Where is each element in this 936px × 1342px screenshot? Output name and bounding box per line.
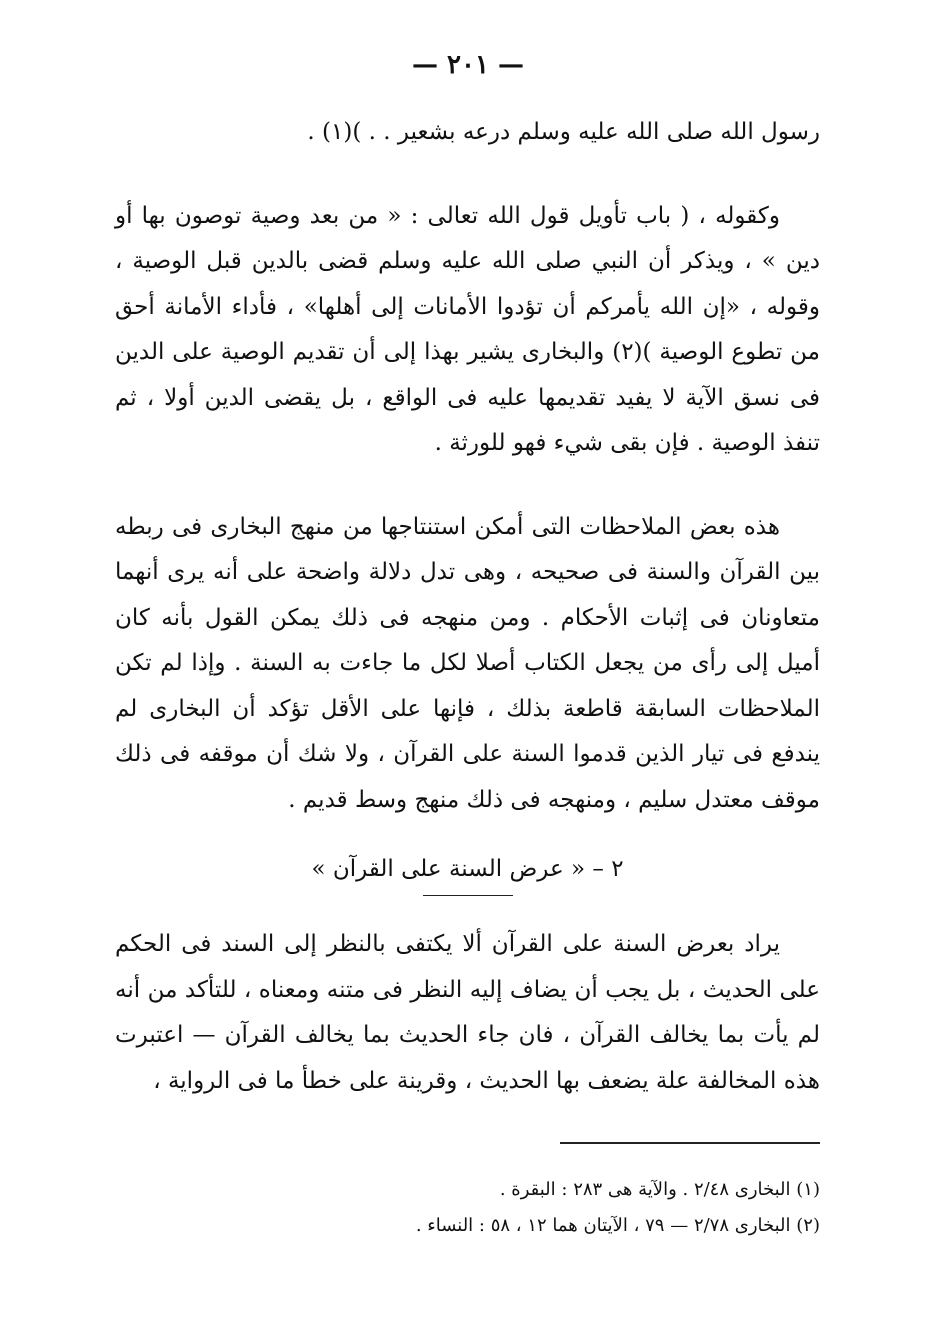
paragraph-bequest: وكقوله ، ( باب تأويل قول الله تعالى : « من بعد وصية توصون بها أو دين » ، ويذكر أن النبي صلى الله عليه وسلم قضى بالدين قبل الوصية ، وقوله ، «إن الله يأمركم أن تؤدوا الأمانات إلى أهلها» ، فأداء الأمانة أحق من تطوع الوصية )(٢) والبخارى يشير بهذا إلى أن تقديم الوصية على الدين فى نسق الآية لا يفيد تقديمها عليه فى الواقع ، بل يقضى الدين أولا ، ثم تنفذ الوصية . فإن بقى شيء فهو للورثة . [115, 202, 820, 456]
footnote-1: (١) البخارى ٢/٤٨ . والآية هى ٢٨٣ : البقرة . [499, 1179, 820, 1200]
page-number: — ٢٠١ — [411, 50, 525, 80]
footnote-2: (٢) البخارى ٢/٧٨ — ٧٩ ، الآيتان هما ١٢ ، ٥٨ : النساء . [415, 1215, 820, 1236]
footnotes [115, 1172, 820, 1244]
footnote-divider [560, 1142, 820, 1144]
section-heading: ٢ – « عرض السنة على القرآن » [311, 856, 624, 882]
paragraph-continuation: رسول الله صلى الله عليه وسلم درعه بشعير . . )(١) . [307, 119, 820, 145]
paragraph-observations: هذه بعض الملاحظات التى أمكن استنتاجها من منهج البخارى فى ربطه بين القرآن والسنة فى صحيحه ، وهى تدل دلالة واضحة على أنه يرى أنهما متعاونان فى إثبات الأحكام . ومن منهجه فى ذلك يمكن القول بأنه كان أميل إلى رأى من يجعل الكتاب أصلا لكل ما جاءت به السنة . وإذا لم تكن الملاحظات السابقة قاطعة بذلك ، فإنها على الأقل تؤكد أن البخارى لم يندفع فى تيار الذين قدموا السنة على القرآن ، ولا شك أن موقفه فى ذلك موقف معتدل سليم ، ومنهجه فى ذلك منهج وسط قديم . [115, 513, 820, 813]
paragraph-sunnah-quran: يراد بعرض السنة على القرآن ألا يكتفى بالنظر إلى السند فى الحكم على الحديث ، بل يجب أن يضاف إليه النظر فى متنه ومعناه ، للتأكد من أنه لم يأت بما يخالف القرآن ، فان جاء الحديث بما يخالف القرآن — اعتبرت هذه المخالفة علة يضعف بها الحديث ، وقرينة على خطأ ما فى الرواية ، [115, 931, 820, 1094]
page-body [115, 110, 820, 1104]
section-heading-wrap [115, 849, 820, 896]
